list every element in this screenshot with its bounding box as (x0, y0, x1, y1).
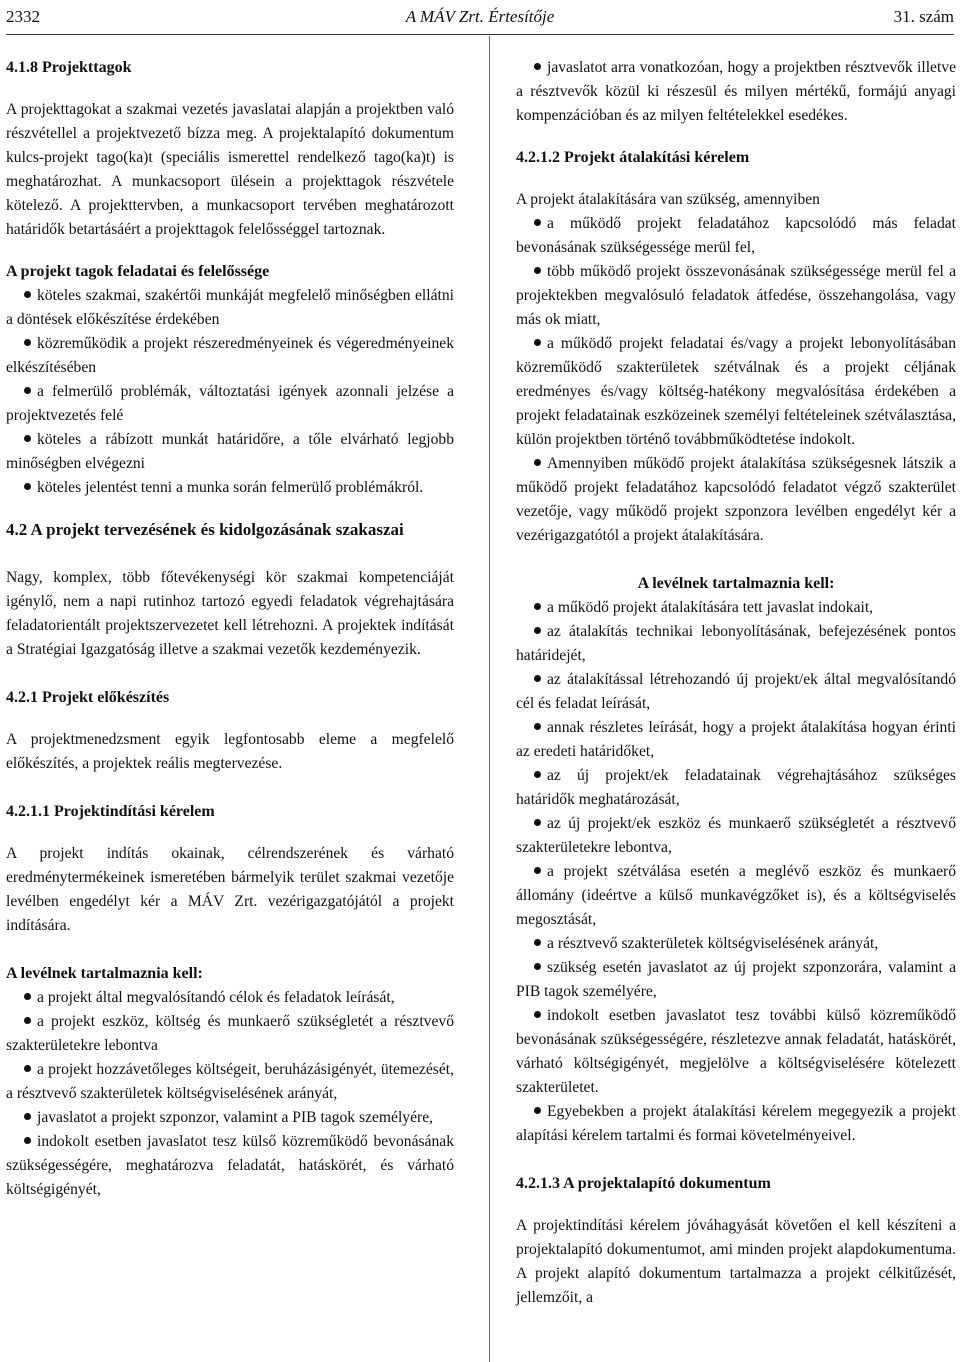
page-header (6, 4, 954, 35)
list-item: a projekt hozzávetőleges költségeit, beruházásigényét, ütemezését, a résztvevő szakterületek költségviselésének arányát, (6, 1061, 454, 1102)
issue-number: 31. szám (893, 7, 954, 26)
heading-4-1-8: 4.1.8 Projekttagok (6, 59, 132, 76)
list-item: több működő projekt összevonásának szükségessége merül fel a projektekben megvalósuló feladatok átfedése, összehangolása, vagy más ok miatt, (516, 263, 956, 328)
heading-4-2-1-2: 4.2.1.2 Projekt átalakítási kérelem (516, 149, 750, 166)
heading-member-tasks: A projekt tagok feladatai és felelőssége (6, 263, 270, 280)
list-item: indokolt esetben javaslatot tesz külső közreműködő bevonásának szükségességére, meghatározva feladatát, hatáskörét, és várható költségigényét, (6, 1133, 454, 1198)
list-item: a felmerülő problémák, változtatási igények azonnali jelzése a projektvezetés felé (6, 383, 454, 424)
bullet-icon (24, 339, 31, 346)
bullet-icon (534, 867, 541, 874)
paragraph-founding-document: A projektindítási kérelem jóváhagyását követően el kell készíteni a projektalapító dokumentumot, ami minden projekt alapdokumentuma. A projekt alapító dokumentum tartalmazza a projekt célkitűzését, jellemzőit, a (516, 1217, 956, 1306)
bullet-icon (534, 1011, 541, 1018)
bullet-icon (534, 819, 541, 826)
bullet-icon (534, 1107, 541, 1114)
bullet-icon (534, 267, 541, 274)
list-item: a működő projekt feladatai és/vagy a projekt lebonyolításában közreműködő szakterületek szétválnak és a projekt céljának eredményes és/vagy költség-hatékony megvalósítása érdekében a projekt feladatainak eszközeinek személyi feltételeinek szétválasztása, külön projektben történő továbbműködtetése indokolt. (516, 335, 956, 448)
column-divider (489, 36, 490, 1362)
bullet-icon (24, 993, 31, 1000)
bullet-icon (534, 723, 541, 730)
paragraph-transform-intro: A projekt átalakítására van szükség, amennyiben (516, 191, 820, 208)
paragraph-project-members: A projekttagokat a szakmai vezetés javaslatai alapján a projektben való részvétellel a projektvezető bízza meg. A projektalapító dokumentum kulcs-projekt tago(ka)t (speciális ismerettel rendelkező tago(ka)t) is meghatározhat. A munkacsoport ülésein a projekttagok részvétele kötelező. A projekttervben, a munkacsoport tervében meghatározott határidők betartásáért a projekttagok felelősséggel tartoznak. (6, 101, 454, 238)
list-item: a projekt által megvalósítandó célok és feladatok leírását, (6, 986, 454, 1010)
bullet-icon (24, 1065, 31, 1072)
list-item: a működő projekt feladatához kapcsolódó más feladat bevonásának szükségessége merül fel, (516, 215, 956, 256)
list-item: köteles jelentést tenni a munka során felmerülő problémákról. (6, 476, 454, 500)
list-item: Amennyiben működő projekt átalakítása szükségesnek látszik a működő projekt feladatához kapcsolódó feladatot végző szakterület vezetője, vagy működő projekt szponzora levélben engedélyt kér a vezérigazgatótól a projekt átalakítására. (516, 455, 956, 544)
journal-title: A MÁV Zrt. Értesítője (405, 7, 555, 26)
paragraph-preparation: A projektmenedzsment egyik legfontosabb eleme a megfelelő előkészítés, a projektek reális megtervezése. (6, 731, 454, 772)
bullet-icon (24, 1017, 31, 1024)
heading-letter-contents-2: A levélnek tartalmaznia kell: (637, 575, 835, 592)
list-item: köteles a rábízott munkát határidőre, a tőle elvárható legjobb minőségben elvégezni (6, 431, 454, 472)
bullet-icon (534, 939, 541, 946)
list-item: a résztvevő szakterületek költségviselésének arányát, (516, 932, 956, 956)
list-item: a projekt eszköz, költség és munkaerő szükségletét a résztvevő szakterületekre lebontva (6, 1013, 454, 1054)
bullet-icon (24, 1113, 31, 1120)
bullet-icon (534, 339, 541, 346)
paragraph-start-request: A projekt indítás okainak, célrendszerének és várható eredménytermékeinek ismeretében bármelyik terület szakmai vezetője levélben engedélyt kér a MÁV Zrt. vezérigazgatójától a projekt indítására. (6, 845, 454, 934)
list-item: az átalakítással létrehozandó új projekt/ek által megvalósítandó cél és feladat leírását, (516, 671, 956, 712)
list-item: Egyebekben a projekt átalakítási kérelem megegyezik a projekt alapítási kérelem tartalmi és formai követelményeivel. (516, 1103, 956, 1144)
heading-4-2: 4.2 A projekt tervezésének és kidolgozásának szakaszai (6, 520, 404, 539)
heading-4-2-1-1: 4.2.1.1 Projektindítási kérelem (6, 803, 215, 820)
page-number: 2332 (6, 7, 40, 26)
bullet-icon (534, 603, 541, 610)
list-item: a projekt szétválása esetén a meglévő eszköz és munkaerő állomány (ideértve a külső munkavégzőket is), és a költségviselés megosztását, (516, 863, 956, 928)
bullet-icon (534, 963, 541, 970)
bullet-icon (24, 387, 31, 394)
list-item: köteles szakmai, szakértői munkáját megfelelő minőségben ellátni a döntések előkészítése érdekében (6, 287, 454, 328)
bullet-icon (24, 483, 31, 490)
list-item: az új projekt/ek feladatainak végrehajtásához szükséges határidők meghatározását, (516, 767, 956, 808)
list-item: indokolt esetben javaslatot tesz további külső közreműködő bevonásának szükségességére, részletezve annak feladatát, hatáskörét, várható költségigényét, megjelölve a költségviselésére kötelezett szakterületet. (516, 1007, 956, 1096)
bullet-icon (24, 1137, 31, 1144)
list-item: javaslatot arra vonatkozóan, hogy a projektben résztvevők illetve a résztvevők közül ki részesül és milyen mértékű, formájú anyagi kompenzációban és az milyen feltételekkel esedékes. (516, 59, 956, 124)
bullet-icon (534, 771, 541, 778)
bullet-icon (534, 63, 541, 70)
list-item: közreműködik a projekt részeredményeinek és végeredményeinek elkészítésében (6, 335, 454, 376)
heading-4-2-1-3: 4.2.1.3 A projektalapító dokumentum (516, 1175, 771, 1192)
bullet-icon (24, 435, 31, 442)
bullet-icon (24, 291, 31, 298)
list-item: a működő projekt átalakítására tett javaslat indokait, (516, 596, 956, 620)
bullet-icon (534, 675, 541, 682)
list-item: javaslatot a projekt szponzor, valamint a PIB tagok személyére, (6, 1106, 454, 1130)
list-item: az átalakítás technikai lebonyolításának, befejezésének pontos határidejét, (516, 623, 956, 664)
left-column (6, 56, 454, 1202)
list-item: szükség esetén javaslatot az új projekt szponzorára, valamint a PIB tagok személyére, (516, 959, 956, 1000)
list-item: annak részletes leírását, hogy a projekt átalakítása hogyan érinti az eredeti határidőket, (516, 719, 956, 760)
bullet-icon (534, 219, 541, 226)
list-item: az új projekt/ek eszköz és munkaerő szükségletét a résztvevő szakterületekre lebontva, (516, 815, 956, 856)
bullet-icon (534, 459, 541, 466)
right-column (516, 56, 956, 1310)
paragraph-planning-phases: Nagy, komplex, több főtevékenységi kör szakmai kompetenciáját igénylő, nem a napi rutinhoz tartozó egyedi feladatok végrehajtására feladatorientált projektszervezetet kell létrehozni. A projektek indítását a Stratégiai Igazgatóság illetve a szakmai vezetők kezdeményezik. (6, 569, 454, 658)
bullet-icon (534, 627, 541, 634)
heading-4-2-1: 4.2.1 Projekt előkészítés (6, 689, 170, 706)
heading-letter-contents: A levélnek tartalmaznia kell: (6, 965, 203, 982)
